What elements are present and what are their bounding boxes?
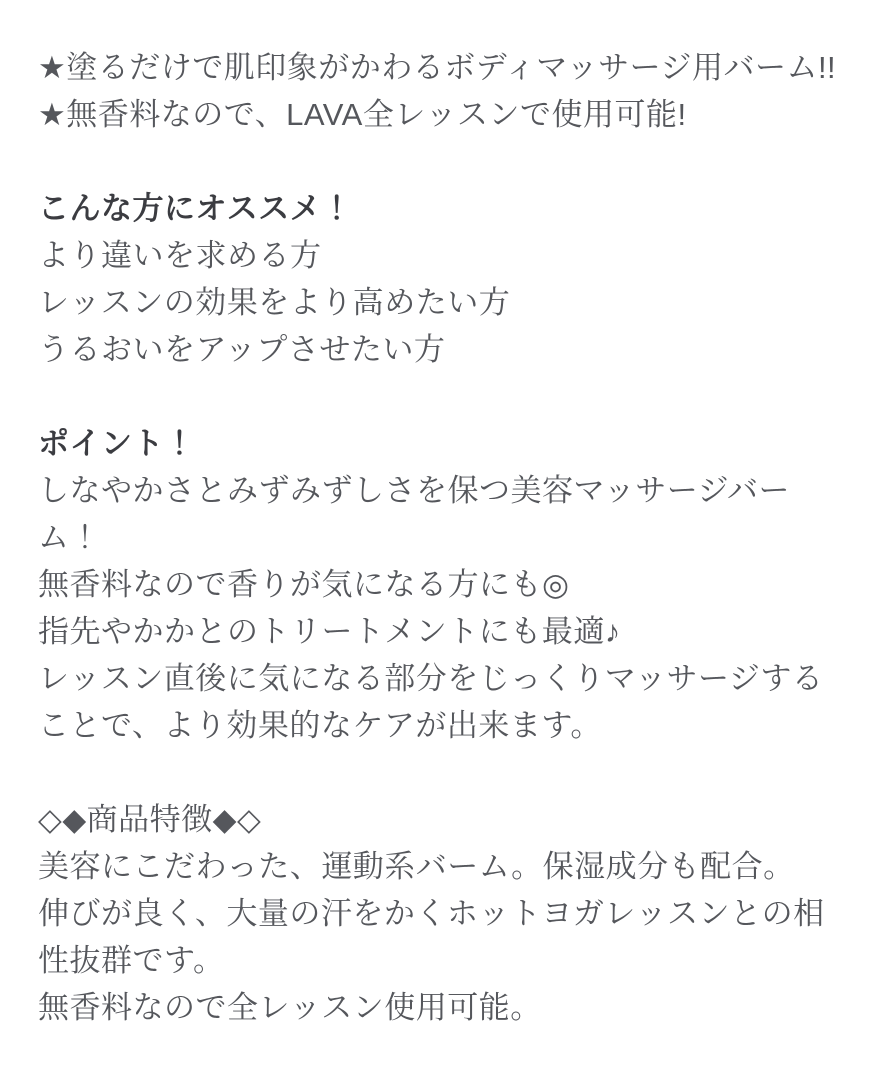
intro-line-2: ★無香料なので、LAVA全レッスンで使用可能! <box>38 97 687 132</box>
section-heading-recommended-for: こんな方にオススメ！ <box>38 191 353 226</box>
section-heading-product-features: ◇◆商品特徴◆◇ <box>38 802 262 837</box>
product-features-text-line: 性抜群です。 <box>38 943 225 978</box>
points-text-line: レッスン直後に気になる部分をじっくりマッサージする <box>38 661 824 696</box>
points-text-line: しなやかさとみずみずしさを保つ美容マッサージバー <box>38 473 790 508</box>
paragraph-spacer <box>38 373 846 420</box>
recommended-for-item: レッスンの効果をより高めたい方 <box>38 285 511 320</box>
paragraph-spacer <box>38 138 846 185</box>
points-text-line: ム！ <box>38 520 101 555</box>
points-text-line: 無香料なので香りが気になる方にも◎ <box>38 567 570 602</box>
section-heading-points: ポイント！ <box>38 426 196 461</box>
points-text-line: ことで、より効果的なケアが出来ます。 <box>38 708 602 743</box>
recommended-for-item: より違いを求める方 <box>38 238 322 273</box>
points-text-line: 指先やかかとのトリートメントにも最適♪ <box>38 614 621 649</box>
paragraph-spacer <box>38 749 846 796</box>
product-features-text-line: 美容にこだわった、運動系バーム。保湿成分も配合。 <box>38 849 795 884</box>
product-features-text-line: 無香料なので全レッスン使用可能。 <box>38 990 542 1025</box>
intro-line-1: ★塗るだけで肌印象がかわるボディマッサージ用バーム!! <box>38 50 837 85</box>
product-features-text-line: 伸びが良く、大量の汗をかくホットヨガレッスンとの相 <box>38 896 825 931</box>
recommended-for-item: うるおいをアップさせたい方 <box>38 332 446 367</box>
